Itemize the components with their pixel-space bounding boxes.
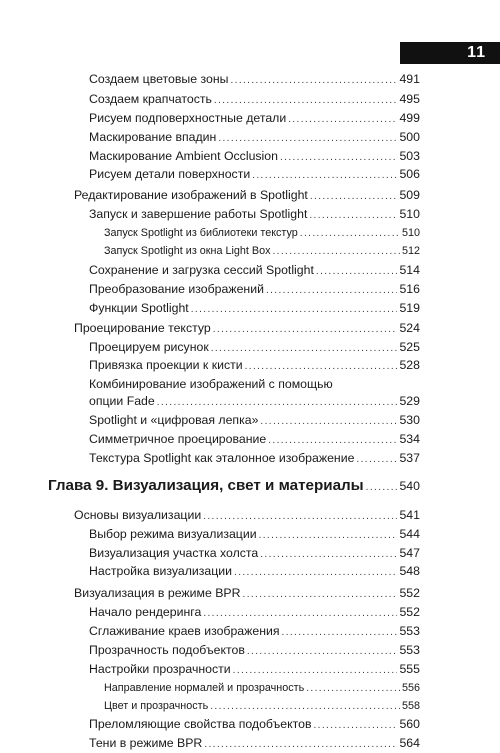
toc-entry-page: 500 [399,130,420,144]
toc-dot-leader [234,565,397,581]
toc-entry-title: Сохранение и загрузка сессий Spotlight [89,263,314,277]
toc-entry-page: 514 [399,263,420,277]
toc-dot-leader [268,433,397,449]
toc-entry [89,71,420,89]
toc-dot-leader [245,359,398,375]
toc-entry [89,339,420,357]
toc-entry [89,526,420,544]
toc-entry-page: 552 [399,586,420,600]
toc-entry-page: 560 [399,717,420,731]
toc-entry [89,563,420,581]
toc-entry-title: Преобразование изображений [89,282,264,296]
toc-entry-title: Цвет и прозрачность [104,700,209,712]
toc-dot-leader [316,264,398,280]
toc-entry [89,129,420,147]
toc-entry-title: Глава 9. Визуализация, свет и материалы [48,477,364,494]
toc-entry-title: Привязка проекции к кисти [89,358,243,372]
toc-dot-leader [282,625,398,641]
toc-entry-title: Запуск и завершение работы Spotlight [89,207,308,221]
toc-entry-page: 529 [399,394,420,408]
toc-entry [89,91,420,109]
toc-entry-title: Запуск Spotlight из окна Light Box [104,245,271,257]
toc-entry-page: 499 [399,111,420,125]
toc-entry-title: Визуализация участка холста [89,546,259,560]
toc-entry [74,507,420,525]
toc-entry-page: 548 [399,564,420,578]
toc-entry-title: Проецирование текстур [74,321,211,335]
toc-entry-title: Направление нормалей и прозрачность [104,682,305,694]
toc-entry-page: 516 [399,282,420,296]
toc-entry-page: 506 [399,167,420,181]
toc-entry-title: Настройки прозрачности [89,662,231,676]
toc-entry [89,661,420,679]
toc-dot-leader [260,414,397,430]
toc-dot-leader [203,606,397,622]
toc-entry [104,225,420,242]
toc-entry-page: 552 [399,605,420,619]
toc-entry-page: 544 [399,527,420,541]
toc-entry [89,110,420,128]
toc-entry-page: 555 [399,662,420,676]
toc-dot-leader [233,663,398,679]
toc-entry-title: Прозрачность подобъектов [89,643,245,657]
toc-entry-title: Функции Spotlight [89,301,189,315]
toc-entry [89,623,420,641]
toc-entry [89,450,420,468]
toc-entry-page: 512 [401,245,420,257]
toc-entry-title: Сглаживание краев изображения [89,624,280,638]
toc-entry [89,393,420,411]
toc-entry [89,262,420,280]
toc-entry-title: Редактирование изображений в Spotlight [74,188,308,202]
toc-entry-page: 564 [399,736,420,750]
toc-entry-page: 541 [399,508,420,522]
toc-entry-page: 509 [399,188,420,202]
toc-entry-title: Проецируем рисунок [89,340,209,354]
toc-dot-leader [230,73,397,89]
toc-dot-leader [243,587,398,603]
toc-entry [89,735,420,753]
toc-entry [74,585,420,603]
toc-dot-leader [366,479,398,497]
toc-entry-title: Основы визуализации [74,508,202,522]
toc-entry [104,243,420,260]
toc-entry-page: 524 [399,321,420,335]
toc-entry [74,320,420,338]
toc-entry-title: Маскирование Ambient Occlusion [89,149,278,163]
toc-chapter-heading [48,477,420,497]
toc-entry [89,604,420,622]
toc-entry-title: Маскирование впадин [89,130,217,144]
toc-dot-leader [204,737,397,753]
toc-entry [89,300,420,318]
toc-dot-leader [214,93,398,109]
toc-entry-title: Симметричное проецирование [89,432,267,446]
toc-dot-leader [272,244,400,260]
toc-entry [89,357,420,375]
toc-dot-leader [203,509,397,525]
toc-dot-leader [211,341,398,357]
toc-dot-leader [310,189,398,205]
toc-entry-page: 558 [401,700,420,712]
toc-entry [89,412,420,430]
toc-dot-leader [252,168,397,184]
toc-entry [89,281,420,299]
toc-dot-leader [288,112,397,128]
toc-entry-page: 534 [399,432,420,446]
toc-entry-page: 553 [399,624,420,638]
toc-entry-title: Запуск Spotlight из библиотеки текстур [104,227,298,239]
toc-entry-page: 556 [401,682,420,694]
toc-entry [89,545,420,563]
toc-entry [89,166,420,184]
toc-entry-title: Преломляющие свойства подобъектов [89,717,312,731]
toc-entry-title: Текстура Spotlight как эталонное изображение [89,451,355,465]
toc-entry [89,206,420,224]
toc-dot-leader [280,150,398,166]
toc-entry-title: Создаем крапчатость [89,92,212,106]
toc-dot-leader [157,395,398,411]
toc-entry-title: Настройка визуализации [89,564,233,578]
toc-dot-leader [191,302,398,318]
toc-entry-title: Визуализация в режиме BPR [74,586,241,600]
toc-entry-page: 495 [399,92,420,106]
toc-entry-title: Создаем цветовые зоны [89,72,229,86]
toc-entry-page: 491 [399,72,420,86]
toc-dot-leader [259,528,398,544]
toc-entry [104,698,420,715]
toc-entry-page: 510 [401,227,420,239]
toc-entry-page: 547 [399,546,420,560]
toc-dot-leader [218,131,397,147]
toc-entry-title-line1: Комбинирование изображений с помощью [89,377,333,391]
toc-dot-leader [309,208,397,224]
toc-dot-leader [356,452,397,468]
toc-entry-page: 519 [399,301,420,315]
toc-dot-leader [300,226,400,242]
toc-entry-page: 503 [399,149,420,163]
toc-entry [74,187,420,205]
toc-entry [89,716,420,734]
toc-entry-page: 540 [399,479,420,493]
toc-entry [104,680,420,697]
toc-entry-title: Выбор режима визуализации [89,527,257,541]
toc-entry-title: Spotlight и «цифровая лепка» [89,413,259,427]
toc-dot-leader [247,644,398,660]
toc-entry-page: 510 [399,207,420,221]
toc-entry-page: 553 [399,643,420,657]
toc-dot-leader [266,283,398,299]
toc-entry-page: 525 [399,340,420,354]
toc-dot-leader [213,322,398,338]
toc-entry [89,642,420,660]
page-number: 11 [400,42,500,64]
toc-entry-title: Рисуем подповерхностные детали [89,111,287,125]
toc-entry-title: Начало рендеринга [89,605,202,619]
toc-dot-leader [210,699,400,715]
toc-dot-leader [260,547,397,563]
toc-entry-title: Рисуем детали поверхности [89,167,251,181]
toc-entry-page: 530 [399,413,420,427]
toc-entry-title: Тени в режиме BPR [89,736,203,750]
toc-entry [89,148,420,166]
toc-entry-page: 537 [399,451,420,465]
toc-entry-title: опции Fade [89,394,155,408]
toc-dot-leader [306,681,400,697]
toc-entry-page: 528 [399,358,420,372]
toc-entry [89,431,420,449]
